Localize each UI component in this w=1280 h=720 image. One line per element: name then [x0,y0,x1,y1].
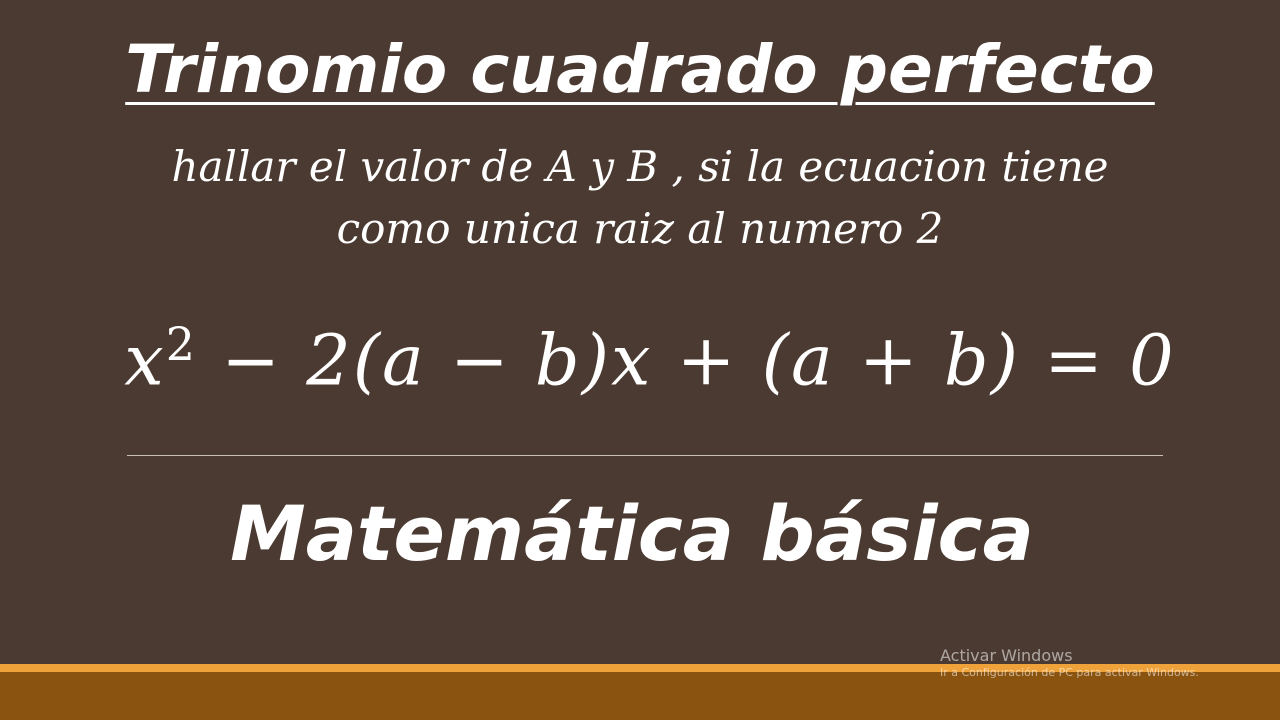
watermark-line-1: Activar Windows [940,646,1073,665]
equation [60,296,1240,408]
problem-statement [60,136,1220,260]
footer-title: Matemática básica [230,489,1034,578]
problem-statement-line-1: hallar el valor de A y B , si la ecuacion tiene [171,142,1109,191]
equation-rest: − 2(a − b)x + (a + b) = 0 [197,319,1176,402]
watermark-line-2: Ir a Configuración de PC para activar Windows. [940,666,1199,679]
equation-variable: x [124,319,166,402]
slide-title-text: Trinomio cuadrado perfecto [125,31,1155,108]
activation-watermark [940,646,1199,680]
divider [127,455,1163,456]
problem-statement-line-2: como unica raiz al numero 2 [336,204,944,253]
slide-title [0,28,1280,112]
equation-exponent: 2 [165,317,198,371]
